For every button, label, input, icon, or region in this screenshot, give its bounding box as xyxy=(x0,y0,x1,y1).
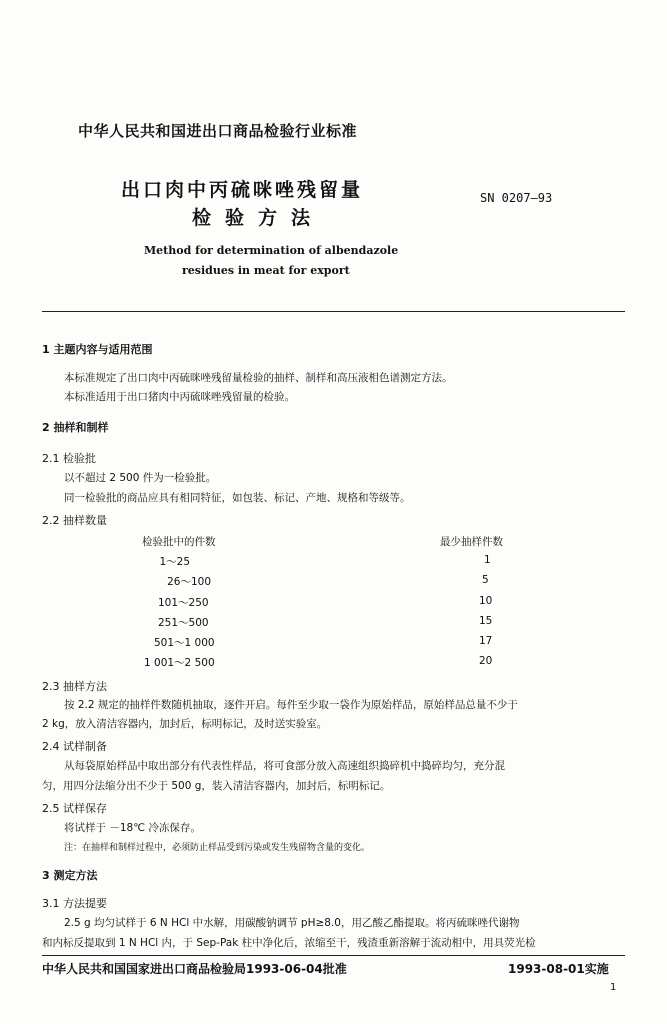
document-title-line1: 出口肉中丙硫咪唑残留量 xyxy=(121,179,364,201)
table-header-lot-size: 检验批中的件数 xyxy=(142,536,216,548)
table-cell-range: 26～100 xyxy=(167,576,211,588)
document-title-line2: 检验方法 xyxy=(192,207,325,229)
english-title-line2: residues in meat for export xyxy=(182,264,350,277)
footer-divider xyxy=(42,955,625,956)
title-divider xyxy=(42,311,625,312)
subsection-2-5-note: 注：在抽样和制样过程中，必须防止样品受到污染或发生残留物含量的变化。 xyxy=(64,843,371,853)
section-3-heading: 3 测定方法 xyxy=(42,869,98,882)
subsection-3-1-paragraph: 2.5 g 均匀试样于 6 N HCl 中水解，用碳酸钠调节 pH≥8.0，用乙酸乙酯提取。将丙硫咪唑代谢物 xyxy=(64,917,520,929)
english-title-line1: Method for determination of albendazole xyxy=(144,244,399,257)
page-number: 1 xyxy=(610,982,617,993)
subsection-2-4-heading: 2.4 试样制备 xyxy=(42,740,107,753)
subsection-2-5-heading: 2.5 试样保存 xyxy=(42,802,107,815)
subsection-2-3-paragraph: 2 kg，放入清洁容器内，加封后，标明标记，及时送实验室。 xyxy=(42,718,328,730)
table-cell-count: 1 xyxy=(484,554,491,566)
section-1-paragraph: 本标准适用于出口猪肉中丙硫咪唑残留量的检验。 xyxy=(64,391,295,403)
table-cell-count: 5 xyxy=(482,574,489,586)
approval-line: 中华人民共和国国家进出口商品检验局1993-06-04批准 xyxy=(42,962,347,976)
table-header-sample-count: 最少抽样件数 xyxy=(440,536,503,548)
table-cell-range: 1～25 xyxy=(159,556,190,568)
table-cell-range: 251～500 xyxy=(158,617,209,629)
table-cell-range: 501～1 000 xyxy=(154,637,215,649)
table-cell-range: 101～250 xyxy=(158,597,209,609)
standard-number: SN 0207—93 xyxy=(480,191,553,205)
subsection-2-1-paragraph: 同一检验批的商品应具有相同特征，如包装、标记、产地、规格和等级等。 xyxy=(64,492,411,504)
subsection-3-1-paragraph: 和内标反提取到 1 N HCl 内，于 Sep-Pak 柱中净化后，浓缩至干，残渣重新溶解于流动相中，用具荧光检 xyxy=(42,937,536,949)
section-2-heading: 2 抽样和制样 xyxy=(42,421,109,434)
table-cell-count: 10 xyxy=(479,595,493,607)
subsection-2-1-heading: 2.1 检验批 xyxy=(42,452,96,465)
subsection-2-1-paragraph: 以不超过 2 500 件为一检验批。 xyxy=(64,472,217,484)
table-cell-count: 17 xyxy=(479,635,493,647)
section-1-heading: 1 主题内容与适用范围 xyxy=(42,343,153,356)
table-cell-count: 20 xyxy=(479,655,493,667)
subsection-2-4-paragraph: 从每袋原始样品中取出部分有代表性样品，将可食部分放入高速组织捣碎机中捣碎均匀，充分混 xyxy=(64,760,505,772)
subsection-2-3-heading: 2.3 抽样方法 xyxy=(42,680,107,693)
table-cell-range: 1 001～2 500 xyxy=(144,657,215,669)
subsection-2-4-paragraph: 匀，用四分法缩分出不少于 500 g，装入清洁容器内，加封后，标明标记。 xyxy=(42,780,391,792)
subsection-2-2-heading: 2.2 抽样数量 xyxy=(42,514,107,527)
subsection-2-5-paragraph: 将试样于 －18℃ 冷冻保存。 xyxy=(64,822,201,834)
subsection-3-1-heading: 3.1 方法提要 xyxy=(42,897,107,910)
standard-category-header: 中华人民共和国进出口商品检验行业标准 xyxy=(78,122,358,140)
section-1-paragraph: 本标准规定了出口肉中丙硫咪唑残留量检验的抽样、制样和高压液相色谱测定方法。 xyxy=(64,372,453,384)
implementation-date: 1993-08-01实施 xyxy=(508,962,609,976)
subsection-2-3-paragraph: 按 2.2 规定的抽样件数随机抽取，逐件开启。每件至少取一袋作为原始样品，原始样品总量不少于 xyxy=(64,699,518,711)
table-cell-count: 15 xyxy=(479,615,493,627)
